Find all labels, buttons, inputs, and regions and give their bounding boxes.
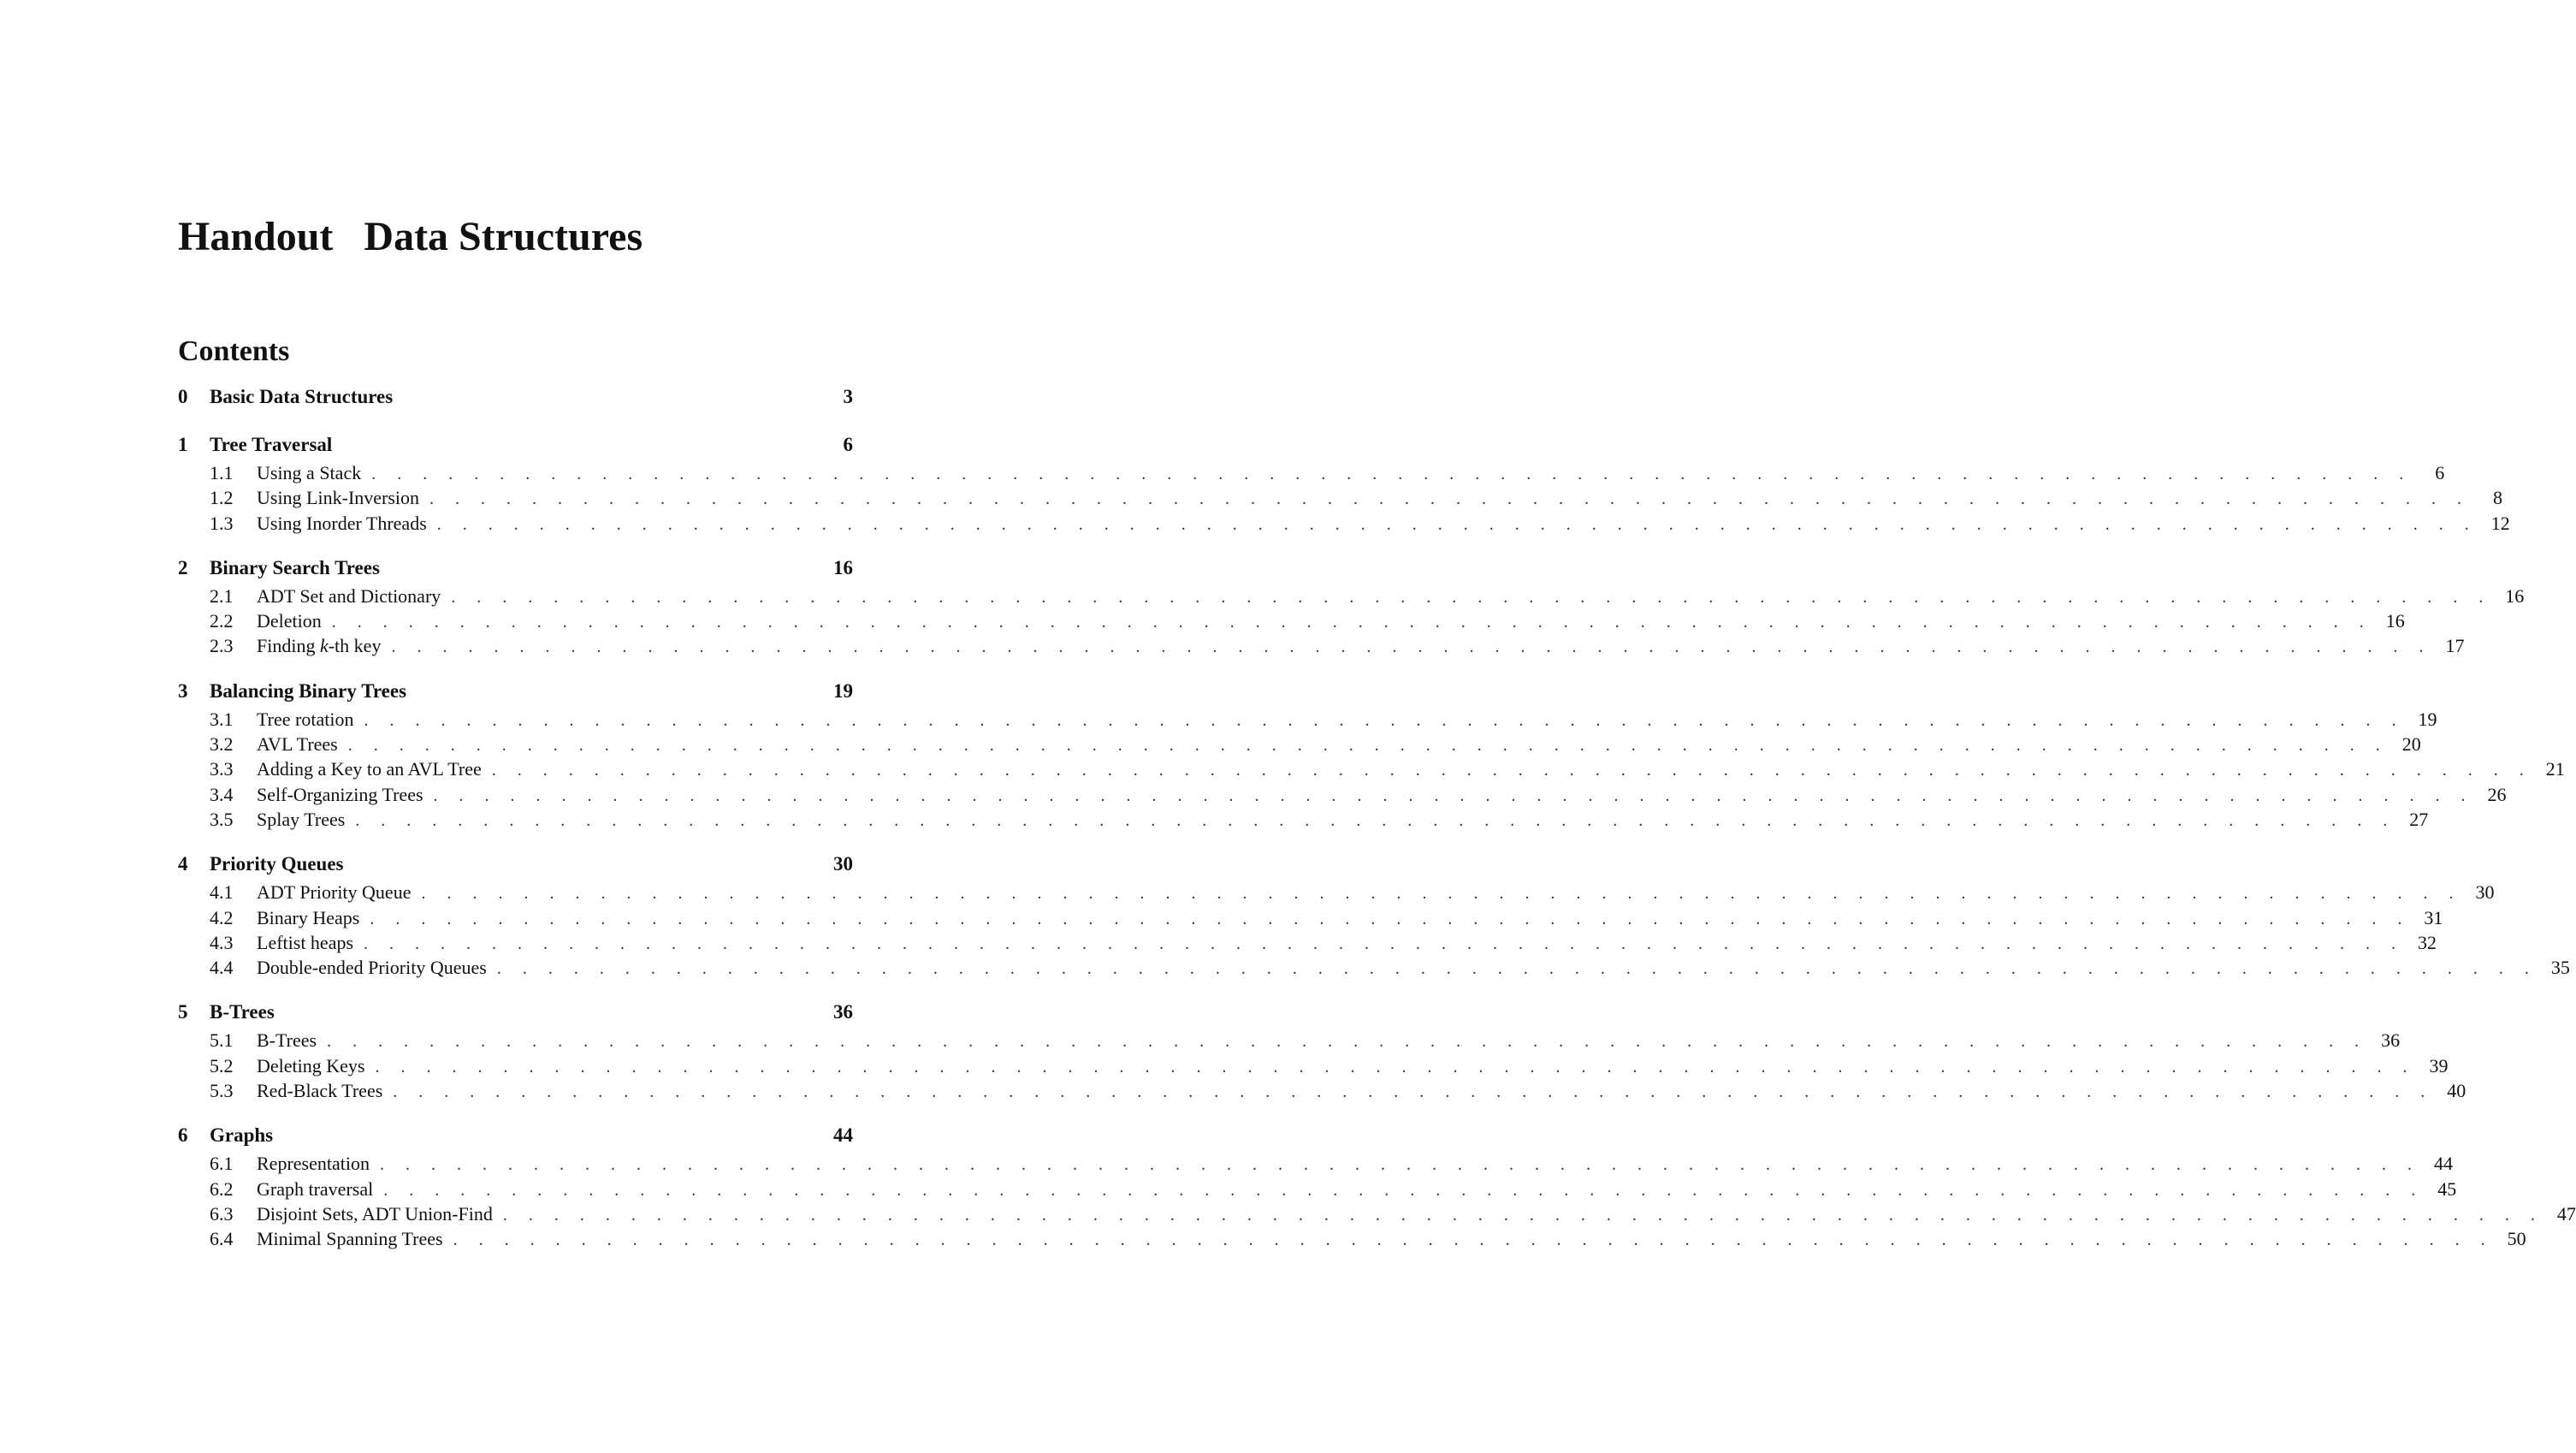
section-title: Finding k-th key: [257, 635, 382, 657]
dot-leader: . . . . . . . . . . . . . . . . . . . . . . . . . . . . . . . . . . . . . . . . . . . . . . . . . . . . . . . . . . . . . . . . . . . . . . . . . . . . . . . .: [453, 1231, 2494, 1250]
section-title: Deleting Keys: [257, 1054, 365, 1076]
section-page-number: 40: [2447, 1080, 2466, 1102]
toc-section-row[interactable]: [178, 462, 2445, 487]
section-number: 6.1: [210, 1153, 234, 1175]
section-page-number: 19: [2418, 708, 2437, 730]
section-title: B-Trees: [257, 1029, 317, 1052]
toc-section-row[interactable]: [178, 758, 2565, 783]
section-number: 5.1: [210, 1029, 234, 1052]
section-page-number: 32: [2418, 931, 2437, 953]
section-number: 2.3: [210, 635, 234, 657]
section-title: Leftist heaps: [257, 931, 354, 953]
section-title: Using Inorder Threads: [257, 512, 427, 534]
toc-section-row[interactable]: [178, 733, 2421, 758]
toc-section-row[interactable]: [178, 584, 2525, 610]
dot-leader: . . . . . . . . . . . . . . . . . . . . . . . . . . . . . . . . . . . . . . . . . . . . . . . . . . . . . . . . . . . . . . . . . . . . . . . . . . . . . . . .: [496, 959, 2538, 979]
toc-section-row[interactable]: [178, 783, 2507, 809]
section-page-number: 20: [2401, 733, 2421, 756]
dot-leader: . . . . . . . . . . . . . . . . . . . . . . . . . . . . . . . . . . . . . . . . . . . . . . . . . . . . . . . . . . . . . . . . . . . . . . . . . . . . . . . .: [393, 1082, 2434, 1102]
dot-leader: . . . . . . . . . . . . . . . . . . . . . . . . . . . . . . . . . . . . . . . . . . . . . . . . . . . . . . . . . . . . . . . . . . . . . . . . . . . . . . . .: [502, 1205, 2543, 1225]
section-page-number: 44: [2433, 1153, 2453, 1175]
section-page-number: 39: [2429, 1054, 2449, 1076]
chapter-number: 2: [178, 556, 188, 578]
toc-section-row[interactable]: [178, 1228, 2526, 1253]
dot-leader: . . . . . . . . . . . . . . . . . . . . . . . . . . . . . . . . . . . . . . . . . . . . . . . . . . . . . . . . . . . . . . . . . . . . . . . . . . . . . . . .: [429, 489, 2471, 509]
section-title: AVL Trees: [257, 733, 338, 756]
section-number: 3.3: [210, 758, 234, 780]
section-title: Red-Black Trees: [257, 1080, 383, 1102]
toc-chapter: [178, 556, 2525, 661]
dot-leader: . . . . . . . . . . . . . . . . . . . . . . . . . . . . . . . . . . . . . . . . . . . . . . . . . . . . . . . . . . . . . . . . . . . . . . . . . . . . . . . .: [347, 736, 2389, 756]
dot-leader: . . . . . . . . . . . . . . . . . . . . . . . . . . . . . . . . . . . . . . . . . . . . . . . . . . . . . . . . . . . . . . . . . . . . . . . . . . . . . . . .: [421, 884, 2462, 904]
toc-chapter-row[interactable]: [178, 1001, 853, 1029]
section-title: Binary Heaps: [257, 906, 360, 928]
toc-section-row[interactable]: [178, 957, 2570, 982]
dot-leader: . . . . . . . . . . . . . . . . . . . . . . . . . . . . . . . . . . . . . . . . . . . . . . . . . . . . . . . . . . . . . . . . . . . . . . . . . . . . . . . .: [391, 638, 2432, 657]
toc-section-row[interactable]: [178, 512, 2510, 537]
toc-section-row[interactable]: [178, 1054, 2449, 1080]
section-page-number: 35: [2550, 957, 2570, 979]
chapter-number: 5: [178, 1001, 188, 1023]
section-page-number: 50: [2507, 1228, 2526, 1250]
section-number: 1.2: [210, 487, 234, 509]
section-title: Using Link-Inversion: [257, 487, 420, 509]
contents-heading: Contents: [178, 335, 290, 367]
section-number: 4.4: [210, 957, 234, 979]
chapter-number: 1: [178, 434, 188, 455]
section-title: Disjoint Sets, ADT Union-Find: [257, 1202, 493, 1225]
toc-section-row[interactable]: [178, 1029, 2401, 1054]
section-page-number: 47: [2556, 1202, 2576, 1225]
dot-leader: . . . . . . . . . . . . . . . . . . . . . . . . . . . . . . . . . . . . . . . . . . . . . . . . . . . . . . . . . . . . . . . . . . . . . . . . . . . . . . . .: [379, 1155, 2420, 1175]
toc-section-row[interactable]: [178, 487, 2503, 512]
section-number: 4.2: [210, 906, 234, 928]
dot-leader: . . . . . . . . . . . . . . . . . . . . . . . . . . . . . . . . . . . . . . . . . . . . . . . . . . . . . . . . . . . . . . . . . . . . . . . . . . . . . . . .: [371, 465, 2413, 483]
toc-section-row[interactable]: [178, 931, 2437, 957]
chapter-title: Binary Search Trees: [210, 556, 380, 578]
dot-leader: . . . . . . . . . . . . . . . . . . . . . . . . . . . . . . . . . . . . . . . . . . . . . . . . . . . . . . . . . . . . . . . . . . . . . . . . . . . . . . . .: [364, 710, 2405, 730]
toc-section-row[interactable]: [178, 1202, 2576, 1228]
section-title: Adding a Key to an AVL Tree: [257, 758, 482, 780]
section-title: Using a Stack: [257, 462, 362, 483]
section-title: Deletion: [257, 610, 322, 632]
toc-section-row[interactable]: [178, 635, 2465, 660]
section-title: Splay Trees: [257, 808, 346, 830]
toc-chapter-row[interactable]: [178, 557, 853, 585]
chapter-title: Tree Traversal: [210, 434, 333, 455]
section-page-number: 17: [2445, 635, 2465, 657]
chapter-number: 6: [178, 1124, 188, 1147]
section-number: 1.1: [210, 462, 234, 483]
toc-chapter: [178, 434, 2510, 537]
section-number: 2.1: [210, 584, 234, 607]
dot-leader: . . . . . . . . . . . . . . . . . . . . . . . . . . . . . . . . . . . . . . . . . . . . . . . . . . . . . . . . . . . . . . . . . . . . . . . . . . . . . . . .: [331, 613, 2372, 632]
section-number: 3.5: [210, 808, 234, 830]
toc-chapter: [178, 386, 853, 414]
toc-chapter: [178, 1124, 2576, 1253]
section-page-number: 45: [2437, 1177, 2457, 1200]
dot-leader: . . . . . . . . . . . . . . . . . . . . . . . . . . . . . . . . . . . . . . . . . . . . . . . . . . . . . . . . . . . . . . . . . . . . . . . . . . . . . . . .: [364, 934, 2405, 953]
section-page-number: 16: [2385, 610, 2405, 632]
section-page-number: 21: [2545, 758, 2565, 780]
toc-section-row[interactable]: [178, 610, 2405, 635]
toc-chapter-row[interactable]: [178, 434, 853, 462]
chapter-page-number: 16: [833, 556, 853, 578]
chapter-page-number: 36: [833, 1001, 853, 1023]
toc-section-row[interactable]: [178, 1080, 2466, 1105]
chapter-page-number: 6: [843, 434, 853, 455]
section-title: Graph traversal: [257, 1177, 374, 1200]
chapter-page-number: 3: [843, 386, 853, 407]
dot-leader: . . . . . . . . . . . . . . . . . . . . . . . . . . . . . . . . . . . . . . . . . . . . . . . . . . . . . . . . . . . . . . . . . . . . . . . . . . . . . . . .: [355, 810, 2396, 830]
section-number: 6.4: [210, 1228, 234, 1250]
chapter-title: Balancing Binary Trees: [210, 679, 407, 702]
toc-section-row[interactable]: [178, 906, 2443, 932]
section-title: Minimal Spanning Trees: [257, 1228, 443, 1250]
chapter-number: 0: [178, 386, 188, 407]
toc-section-row[interactable]: [178, 808, 2429, 833]
section-number: 6.2: [210, 1177, 234, 1200]
section-number: 4.3: [210, 931, 234, 953]
section-page-number: 8: [2493, 487, 2503, 509]
section-title: ADT Set and Dictionary: [257, 584, 441, 607]
dot-leader: . . . . . . . . . . . . . . . . . . . . . . . . . . . . . . . . . . . . . . . . . . . . . . . . . . . . . . . . . . . . . . . . . . . . . . . . . . . . . . . .: [436, 514, 2478, 534]
toc-section-row[interactable]: [178, 708, 2437, 733]
section-number: 5.2: [210, 1054, 234, 1076]
table-of-contents: [178, 386, 2576, 1273]
chapter-number: 4: [178, 853, 188, 875]
section-number: 2.2: [210, 610, 234, 632]
chapter-title: B-Trees: [210, 1001, 275, 1023]
toc-chapter-row[interactable]: [178, 386, 853, 414]
dot-leader: . . . . . . . . . . . . . . . . . . . . . . . . . . . . . . . . . . . . . . . . . . . . . . . . . . . . . . . . . . . . . . . . . . . . . . . . . . . . . . . .: [491, 761, 2532, 780]
chapter-page-number: 44: [833, 1124, 853, 1147]
dot-leader: . . . . . . . . . . . . . . . . . . . . . . . . . . . . . . . . . . . . . . . . . . . . . . . . . . . . . . . . . . . . . . . . . . . . . . . . . . . . . . . .: [327, 1032, 2368, 1052]
section-page-number: 26: [2487, 783, 2507, 805]
dot-leader: . . . . . . . . . . . . . . . . . . . . . . . . . . . . . . . . . . . . . . . . . . . . . . . . . . . . . . . . . . . . . . . . . . . . . . . . . . . . . . . .: [433, 786, 2474, 805]
section-title: Double-ended Priority Queues: [257, 957, 487, 979]
toc-chapter: [178, 853, 2570, 982]
section-page-number: 31: [2424, 906, 2443, 928]
chapter-title: Basic Data Structures: [210, 386, 394, 407]
dot-leader: . . . . . . . . . . . . . . . . . . . . . . . . . . . . . . . . . . . . . . . . . . . . . . . . . . . . . . . . . . . . . . . . . . . . . . . . . . . . . . . .: [383, 1180, 2425, 1200]
toc-section-row[interactable]: [178, 1153, 2453, 1177]
section-number: 3.1: [210, 708, 234, 730]
toc-chapter: [178, 679, 2565, 833]
section-page-number: 6: [2435, 462, 2445, 483]
toc-chapter-row[interactable]: [178, 1124, 853, 1153]
document-title: Handout Data Structures: [178, 214, 643, 259]
section-title: Tree rotation: [257, 708, 354, 730]
section-number: 3.4: [210, 783, 234, 805]
section-page-number: 12: [2490, 512, 2510, 534]
section-page-number: 27: [2409, 808, 2429, 830]
chapter-page-number: 30: [833, 853, 853, 875]
toc-chapter: [178, 1001, 2466, 1105]
section-number: 1.3: [210, 512, 234, 534]
chapter-page-number: 19: [833, 679, 853, 702]
toc-section-row[interactable]: [178, 1177, 2457, 1203]
section-page-number: 36: [2381, 1029, 2401, 1052]
section-page-number: 30: [2475, 881, 2495, 904]
dot-leader: . . . . . . . . . . . . . . . . . . . . . . . . . . . . . . . . . . . . . . . . . . . . . . . . . . . . . . . . . . . . . . . . . . . . . . . . . . . . . . . .: [375, 1057, 2416, 1076]
section-number: 4.1: [210, 881, 234, 904]
toc-chapter-row[interactable]: [178, 680, 853, 709]
section-number: 5.3: [210, 1080, 234, 1102]
section-number: 3.2: [210, 733, 234, 756]
chapter-title: Graphs: [210, 1124, 274, 1147]
section-title: ADT Priority Queue: [257, 881, 412, 904]
dot-leader: . . . . . . . . . . . . . . . . . . . . . . . . . . . . . . . . . . . . . . . . . . . . . . . . . . . . . . . . . . . . . . . . . . . . . . . . . . . . . . . .: [370, 909, 2411, 928]
toc-section-row[interactable]: [178, 881, 2495, 906]
section-title: Self-Organizing Trees: [257, 783, 423, 805]
dot-leader: . . . . . . . . . . . . . . . . . . . . . . . . . . . . . . . . . . . . . . . . . . . . . . . . . . . . . . . . . . . . . . . . . . . . . . . . . . . . . . . .: [451, 587, 2492, 607]
section-title: Representation: [257, 1153, 370, 1175]
toc-chapter-row[interactable]: [178, 853, 853, 881]
section-page-number: 16: [2505, 584, 2525, 607]
chapter-number: 3: [178, 679, 188, 702]
chapter-title: Priority Queues: [210, 853, 344, 875]
section-number: 6.3: [210, 1202, 234, 1225]
